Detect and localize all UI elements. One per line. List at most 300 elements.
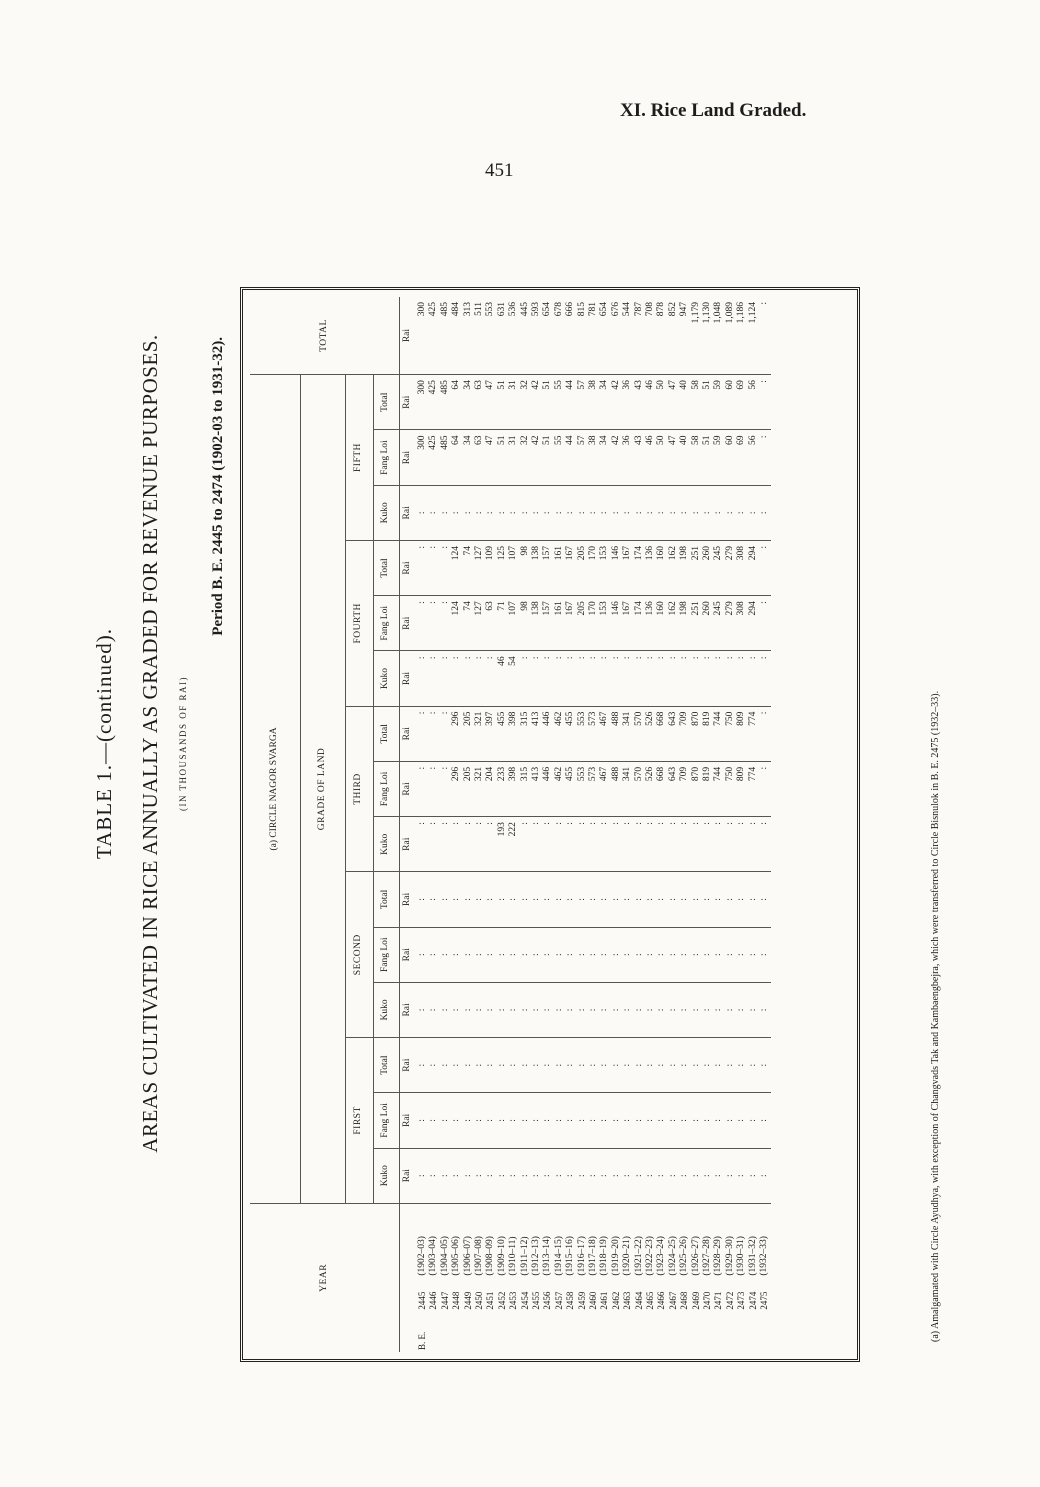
circle-header: (a) CIRCLE NAGOR SVARGA xyxy=(250,375,300,1204)
third-fang-loi-cell: 819 xyxy=(702,761,713,816)
table-row xyxy=(531,297,542,1352)
ce-year: (1927–28) xyxy=(702,1236,713,1276)
fifth-total-cell: 31 xyxy=(508,375,519,430)
be-year: 2456 xyxy=(542,1291,553,1310)
table-row xyxy=(679,297,690,1352)
third-kuko-cell: : xyxy=(713,817,724,872)
fifth-total-cell: 58 xyxy=(691,375,702,430)
empty-cell: : xyxy=(599,872,610,927)
empty-cell: : xyxy=(588,1038,599,1093)
fourth-total-cell: 245 xyxy=(713,540,724,595)
empty-cell: : xyxy=(417,1093,428,1148)
table-row xyxy=(520,297,531,1352)
third-fang-loi-cell: 744 xyxy=(713,761,724,816)
empty-cell: : xyxy=(577,982,588,1037)
grade-header: GRADE OF LAND xyxy=(300,375,345,1204)
empty-cell: : xyxy=(485,1093,496,1148)
ce-year: (1924–25) xyxy=(667,1236,678,1276)
units-row-blank xyxy=(399,1203,417,1352)
empty-cell: : xyxy=(497,1038,508,1093)
empty-cell: : xyxy=(508,982,519,1037)
fourth-kuko-cell: 46 xyxy=(497,651,508,706)
fourth-total-cell: 124 xyxy=(451,540,462,595)
fourth-kuko-cell: : xyxy=(679,651,690,706)
fourth-kuko-cell: : xyxy=(691,651,702,706)
third-total-cell: 570 xyxy=(634,706,645,761)
fourth-total-cell: 198 xyxy=(679,540,690,595)
table-row xyxy=(440,297,451,1352)
fifth-total-cell: 34 xyxy=(463,375,474,430)
empty-cell: : xyxy=(622,1093,633,1148)
ce-year: (1928–29) xyxy=(713,1236,724,1276)
empty-cell: : xyxy=(599,1093,610,1148)
third-fang-loi-cell: 341 xyxy=(622,761,633,816)
ce-year: (1908–09) xyxy=(485,1236,496,1276)
fifth-kuko-cell: : xyxy=(622,485,633,540)
empty-cell: : xyxy=(611,1038,622,1093)
third-kuko-cell: : xyxy=(599,817,610,872)
be-prefix xyxy=(691,1312,702,1352)
empty-cell: : xyxy=(668,1038,679,1093)
empty-cell: : xyxy=(520,1148,531,1203)
fifth-fang-loi-cell: 425 xyxy=(428,430,439,485)
fourth-kuko-cell: : xyxy=(417,651,428,706)
third-total-cell: 446 xyxy=(542,706,553,761)
empty-cell: : xyxy=(725,872,736,927)
third-fang-loi-cell: 462 xyxy=(554,761,565,816)
fourth-kuko-cell: : xyxy=(520,651,531,706)
fifth-fang-loi-cell: 43 xyxy=(634,430,645,485)
unit-label: Rai xyxy=(399,927,417,982)
ce-year: (1914–15) xyxy=(553,1236,564,1276)
ce-year: (1917–18) xyxy=(588,1236,598,1276)
fifth-fang-loi-cell: : xyxy=(759,430,770,485)
empty-cell: : xyxy=(668,1093,679,1148)
be-prefix xyxy=(634,1312,645,1352)
empty-cell: : xyxy=(542,1038,553,1093)
fifth-kuko-cell: : xyxy=(736,485,747,540)
third-total-cell: 870 xyxy=(691,706,702,761)
fourth-kuko-cell: : xyxy=(565,651,576,706)
fifth-kuko-cell: : xyxy=(531,485,542,540)
third-total-cell: 398 xyxy=(508,706,519,761)
fifth-fang-loi-cell: 47 xyxy=(668,430,679,485)
empty-cell: : xyxy=(679,1093,690,1148)
fourth-fang-loi-cell: 107 xyxy=(508,596,519,651)
fourth-fang-loi-cell: 146 xyxy=(611,596,622,651)
third-kuko-cell: : xyxy=(520,817,531,872)
third-kuko-cell: : xyxy=(679,817,690,872)
units-row xyxy=(399,297,417,1352)
empty-cell: : xyxy=(656,1148,667,1203)
ce-year: (1911–12) xyxy=(519,1236,530,1276)
grand-total-cell: 425 xyxy=(428,297,439,375)
empty-cell: : xyxy=(497,1148,508,1203)
third-fang-loi-cell: 446 xyxy=(542,761,553,816)
empty-cell: : xyxy=(497,927,508,982)
grand-total-cell: 1,124 xyxy=(748,297,759,375)
empty-cell: : xyxy=(508,927,519,982)
table-row xyxy=(725,297,736,1352)
empty-cell: : xyxy=(748,1093,759,1148)
empty-cell: : xyxy=(622,1038,633,1093)
empty-cell: : xyxy=(542,982,553,1037)
fourth-fang-loi-cell: : xyxy=(417,596,428,651)
be-prefix xyxy=(485,1312,496,1352)
empty-cell: : xyxy=(645,1093,656,1148)
grand-total-cell: 536 xyxy=(508,297,519,375)
empty-cell: : xyxy=(531,1093,542,1148)
empty-cell: : xyxy=(417,1038,428,1093)
ce-year: (1906–07) xyxy=(462,1236,473,1276)
empty-cell: : xyxy=(634,1038,645,1093)
fifth-kuko-cell: : xyxy=(577,485,588,540)
empty-cell: : xyxy=(611,872,622,927)
fourth-fang-loi-cell: 198 xyxy=(679,596,690,651)
empty-cell: : xyxy=(451,982,462,1037)
empty-cell: : xyxy=(554,927,565,982)
empty-cell: : xyxy=(634,1093,645,1148)
empty-cell: : xyxy=(645,1148,656,1203)
fourth-total-cell: 251 xyxy=(691,540,702,595)
empty-cell: : xyxy=(748,927,759,982)
grade-fifth: FIFTH xyxy=(345,375,373,541)
third-fang-loi-cell: 315 xyxy=(520,761,531,816)
fourth-kuko-cell: : xyxy=(451,651,462,706)
fifth-total-cell: 60 xyxy=(725,375,736,430)
fourth-fang-loi-cell: 160 xyxy=(656,596,667,651)
third-kuko-cell: : xyxy=(485,817,496,872)
be-prefix xyxy=(565,1312,576,1352)
ce-year: (1920–21) xyxy=(622,1236,633,1276)
empty-cell: : xyxy=(577,1038,588,1093)
fifth-fang-loi-cell: 69 xyxy=(736,430,747,485)
ce-year: (1915–16) xyxy=(565,1236,576,1276)
empty-cell: : xyxy=(440,982,451,1037)
empty-cell: : xyxy=(679,1038,690,1093)
third-total-cell: 413 xyxy=(531,706,542,761)
empty-cell: : xyxy=(679,927,690,982)
empty-cell: : xyxy=(656,872,667,927)
fifth-kuko-cell: : xyxy=(451,485,462,540)
fifth-total-cell: 34 xyxy=(599,375,610,430)
third-fang-loi-cell: 488 xyxy=(611,761,622,816)
be-prefix xyxy=(428,1312,439,1352)
first-kuko-header: Kuko xyxy=(373,1148,399,1203)
be-prefix xyxy=(748,1312,759,1352)
fourth-fang-loi-cell: 124 xyxy=(451,596,462,651)
third-total-cell: 553 xyxy=(577,706,588,761)
grand-total-cell: 313 xyxy=(463,297,474,375)
fourth-total-cell: 157 xyxy=(542,540,553,595)
empty-cell: : xyxy=(428,927,439,982)
table-row xyxy=(497,297,508,1352)
table-row xyxy=(736,297,747,1352)
table-row xyxy=(759,297,770,1352)
grand-total-cell: 485 xyxy=(440,297,451,375)
third-fang-loi-cell: 205 xyxy=(463,761,474,816)
empty-cell: : xyxy=(668,1148,679,1203)
fifth-fang-loi-cell: 300 xyxy=(417,430,428,485)
fourth-kuko-header: Kuko xyxy=(373,651,399,706)
fourth-kuko-cell: : xyxy=(645,651,656,706)
fifth-total-cell: 55 xyxy=(554,375,565,430)
empty-cell: : xyxy=(668,927,679,982)
fourth-total-header: Total xyxy=(373,540,399,595)
empty-cell: : xyxy=(417,927,428,982)
empty-cell: : xyxy=(451,872,462,927)
fourth-kuko-cell: : xyxy=(463,651,474,706)
third-fang-loi-cell: : xyxy=(759,761,770,816)
ce-year: (1907–08) xyxy=(473,1236,484,1276)
be-year: 2448 xyxy=(451,1291,462,1310)
empty-cell: : xyxy=(713,872,724,927)
be-prefix xyxy=(611,1312,622,1352)
empty-cell: : xyxy=(713,1038,724,1093)
fifth-fang-loi-cell: 38 xyxy=(588,430,599,485)
fourth-kuko-cell: : xyxy=(440,651,451,706)
empty-cell: : xyxy=(588,982,599,1037)
fifth-total-cell: 43 xyxy=(634,375,645,430)
empty-cell: : xyxy=(713,982,724,1037)
empty-cell: : xyxy=(588,872,599,927)
fifth-kuko-cell: : xyxy=(428,485,439,540)
ce-year: (1918–19) xyxy=(599,1236,610,1276)
fourth-total-cell: 174 xyxy=(634,540,645,595)
third-total-cell: : xyxy=(440,706,451,761)
empty-cell: : xyxy=(736,1038,747,1093)
empty-cell: : xyxy=(725,982,736,1037)
fifth-kuko-cell: : xyxy=(702,485,713,540)
third-total-cell: 321 xyxy=(474,706,485,761)
grand-total-cell: 815 xyxy=(577,297,588,375)
be-year: 2453 xyxy=(508,1291,519,1310)
empty-cell: : xyxy=(474,982,485,1037)
third-kuko-cell: : xyxy=(531,817,542,872)
empty-cell: : xyxy=(531,982,542,1037)
empty-cell: : xyxy=(577,1148,588,1203)
fourth-kuko-cell: : xyxy=(668,651,679,706)
fifth-total-cell: 51 xyxy=(702,375,713,430)
third-fang-loi-cell: : xyxy=(417,761,428,816)
third-total-cell: 205 xyxy=(463,706,474,761)
grand-total-cell: 787 xyxy=(634,297,645,375)
third-fang-loi-cell: 709 xyxy=(679,761,690,816)
third-fang-loi-header: Fang Loi xyxy=(373,761,399,816)
fifth-total-cell: 38 xyxy=(588,375,599,430)
third-kuko-cell: 193 xyxy=(497,817,508,872)
empty-cell: : xyxy=(440,1148,451,1203)
be-year: 2457 xyxy=(553,1291,564,1310)
grand-total-cell: 676 xyxy=(611,297,622,375)
third-fang-loi-cell: 809 xyxy=(736,761,747,816)
empty-cell: : xyxy=(599,1038,610,1093)
grade-first: FIRST xyxy=(345,1038,373,1204)
third-kuko-cell: : xyxy=(611,817,622,872)
grand-total-cell: 544 xyxy=(622,297,633,375)
third-kuko-cell: : xyxy=(656,817,667,872)
fourth-fang-loi-cell: 245 xyxy=(713,596,724,651)
grand-total-cell: 484 xyxy=(451,297,462,375)
empty-cell: : xyxy=(428,1093,439,1148)
fifth-total-cell: 47 xyxy=(485,375,496,430)
fifth-total-cell: 56 xyxy=(748,375,759,430)
empty-cell: : xyxy=(463,1093,474,1148)
fifth-kuko-cell: : xyxy=(474,485,485,540)
empty-cell: : xyxy=(736,1148,747,1203)
fifth-total-cell: 63 xyxy=(474,375,485,430)
fourth-total-cell: : xyxy=(440,540,451,595)
fifth-kuko-cell: : xyxy=(691,485,702,540)
empty-cell: : xyxy=(440,927,451,982)
unit-label: Rai xyxy=(399,872,417,927)
empty-cell: : xyxy=(725,1038,736,1093)
be-year: 2460 xyxy=(588,1291,598,1310)
empty-cell: : xyxy=(645,927,656,982)
fourth-total-cell: 308 xyxy=(736,540,747,595)
table-row xyxy=(702,297,713,1352)
empty-cell: : xyxy=(702,1038,713,1093)
fourth-kuko-cell: : xyxy=(622,651,633,706)
grade-fourth: FOURTH xyxy=(345,540,373,706)
be-prefix xyxy=(656,1312,667,1352)
fourth-fang-loi-cell: 71 xyxy=(497,596,508,651)
fourth-fang-loi-cell: 138 xyxy=(531,596,542,651)
empty-cell: : xyxy=(428,1148,439,1203)
third-fang-loi-cell: 553 xyxy=(577,761,588,816)
empty-cell: : xyxy=(668,982,679,1037)
fifth-fang-loi-cell: 58 xyxy=(691,430,702,485)
third-kuko-cell: : xyxy=(474,817,485,872)
fourth-total-cell: 146 xyxy=(611,540,622,595)
empty-cell: : xyxy=(542,1148,553,1203)
fifth-fang-loi-cell: 42 xyxy=(611,430,622,485)
third-kuko-cell: : xyxy=(702,817,713,872)
third-total-cell: 397 xyxy=(485,706,496,761)
table-row xyxy=(748,297,759,1352)
empty-cell: : xyxy=(508,1038,519,1093)
be-prefix xyxy=(759,1312,770,1352)
empty-cell: : xyxy=(656,982,667,1037)
fourth-fang-loi-cell: 251 xyxy=(691,596,702,651)
empty-cell: : xyxy=(736,872,747,927)
fifth-total-cell: 42 xyxy=(531,375,542,430)
empty-cell: : xyxy=(520,982,531,1037)
empty-cell: : xyxy=(691,1038,702,1093)
fourth-total-cell: 162 xyxy=(668,540,679,595)
empty-cell: : xyxy=(736,982,747,1037)
empty-cell: : xyxy=(520,872,531,927)
empty-cell: : xyxy=(531,872,542,927)
fourth-kuko-cell: : xyxy=(713,651,724,706)
grand-total-cell: 947 xyxy=(679,297,690,375)
empty-cell: : xyxy=(451,1038,462,1093)
fifth-fang-loi-cell: 36 xyxy=(622,430,633,485)
empty-cell: : xyxy=(634,927,645,982)
fifth-fang-loi-cell: 34 xyxy=(463,430,474,485)
empty-cell: : xyxy=(554,1038,565,1093)
third-kuko-cell: : xyxy=(634,817,645,872)
ce-year: (1919–20) xyxy=(610,1236,621,1276)
empty-cell: : xyxy=(485,927,496,982)
empty-cell: : xyxy=(485,1148,496,1203)
fourth-kuko-cell: : xyxy=(656,651,667,706)
third-total-cell: 296 xyxy=(451,706,462,761)
unit-label: Rai xyxy=(399,596,417,651)
third-total-cell: 455 xyxy=(497,706,508,761)
grand-total-cell: 300 xyxy=(417,297,428,375)
empty-cell: : xyxy=(451,1093,462,1148)
fifth-fang-loi-cell: 42 xyxy=(531,430,542,485)
table-row xyxy=(542,297,553,1352)
empty-cell: : xyxy=(565,927,576,982)
footnote: (a) Amalgamated with Circle Ayudhya, with exception of Changvads Tak and Kambaengbejra, which were transferred to Circle Bisnulok in B. E. 2475 (1932–33). xyxy=(930,690,941,1342)
unit-label: Rai xyxy=(399,706,417,761)
grand-total-cell: 781 xyxy=(588,297,599,375)
empty-cell: : xyxy=(497,982,508,1037)
empty-cell: : xyxy=(428,1038,439,1093)
empty-cell: : xyxy=(691,872,702,927)
empty-cell: : xyxy=(691,1093,702,1148)
unit-label: Rai xyxy=(399,375,417,430)
empty-cell: : xyxy=(417,1148,428,1203)
fourth-total-cell: 138 xyxy=(531,540,542,595)
third-total-cell: 315 xyxy=(520,706,531,761)
third-total-cell: 750 xyxy=(725,706,736,761)
be-prefix xyxy=(668,1312,679,1352)
be-year: 2469 xyxy=(690,1291,701,1310)
fifth-fang-loi-cell: 63 xyxy=(474,430,485,485)
empty-cell: : xyxy=(656,1093,667,1148)
be-year: 2466 xyxy=(656,1291,667,1310)
fifth-fang-loi-cell: 51 xyxy=(542,430,553,485)
empty-cell: : xyxy=(417,982,428,1037)
empty-cell: : xyxy=(759,1093,770,1148)
total-header: TOTAL xyxy=(250,297,399,375)
empty-cell: : xyxy=(542,1093,553,1148)
third-total-cell: : xyxy=(759,706,770,761)
fifth-kuko-cell: : xyxy=(634,485,645,540)
fourth-total-cell: 279 xyxy=(725,540,736,595)
grade-third: THIRD xyxy=(345,706,373,872)
empty-cell: : xyxy=(554,872,565,927)
unit-label: Rai xyxy=(399,817,417,872)
ce-year: (1929–30) xyxy=(724,1236,735,1276)
empty-cell: : xyxy=(713,1093,724,1148)
fifth-total-cell: 47 xyxy=(668,375,679,430)
grand-total-cell: 593 xyxy=(531,297,542,375)
fourth-kuko-cell: : xyxy=(759,651,770,706)
table-row xyxy=(691,297,702,1352)
table-row xyxy=(577,297,588,1352)
fifth-kuko-cell: : xyxy=(417,485,428,540)
fifth-total-cell: 42 xyxy=(611,375,622,430)
be-year: 2475 xyxy=(759,1291,770,1310)
units-note: (IN THOUSANDS OF RAI) xyxy=(178,675,188,812)
fourth-total-cell: 205 xyxy=(577,540,588,595)
third-total-cell: 709 xyxy=(679,706,690,761)
empty-cell: : xyxy=(634,872,645,927)
empty-cell: : xyxy=(713,927,724,982)
fourth-total-cell: 125 xyxy=(497,540,508,595)
fifth-total-cell: 51 xyxy=(542,375,553,430)
fourth-fang-loi-cell: 63 xyxy=(485,596,496,651)
fourth-total-cell: 170 xyxy=(588,540,599,595)
empty-cell: : xyxy=(520,1038,531,1093)
empty-cell: : xyxy=(565,1148,576,1203)
table-row xyxy=(463,297,474,1352)
fourth-fang-loi-cell: : xyxy=(428,596,439,651)
